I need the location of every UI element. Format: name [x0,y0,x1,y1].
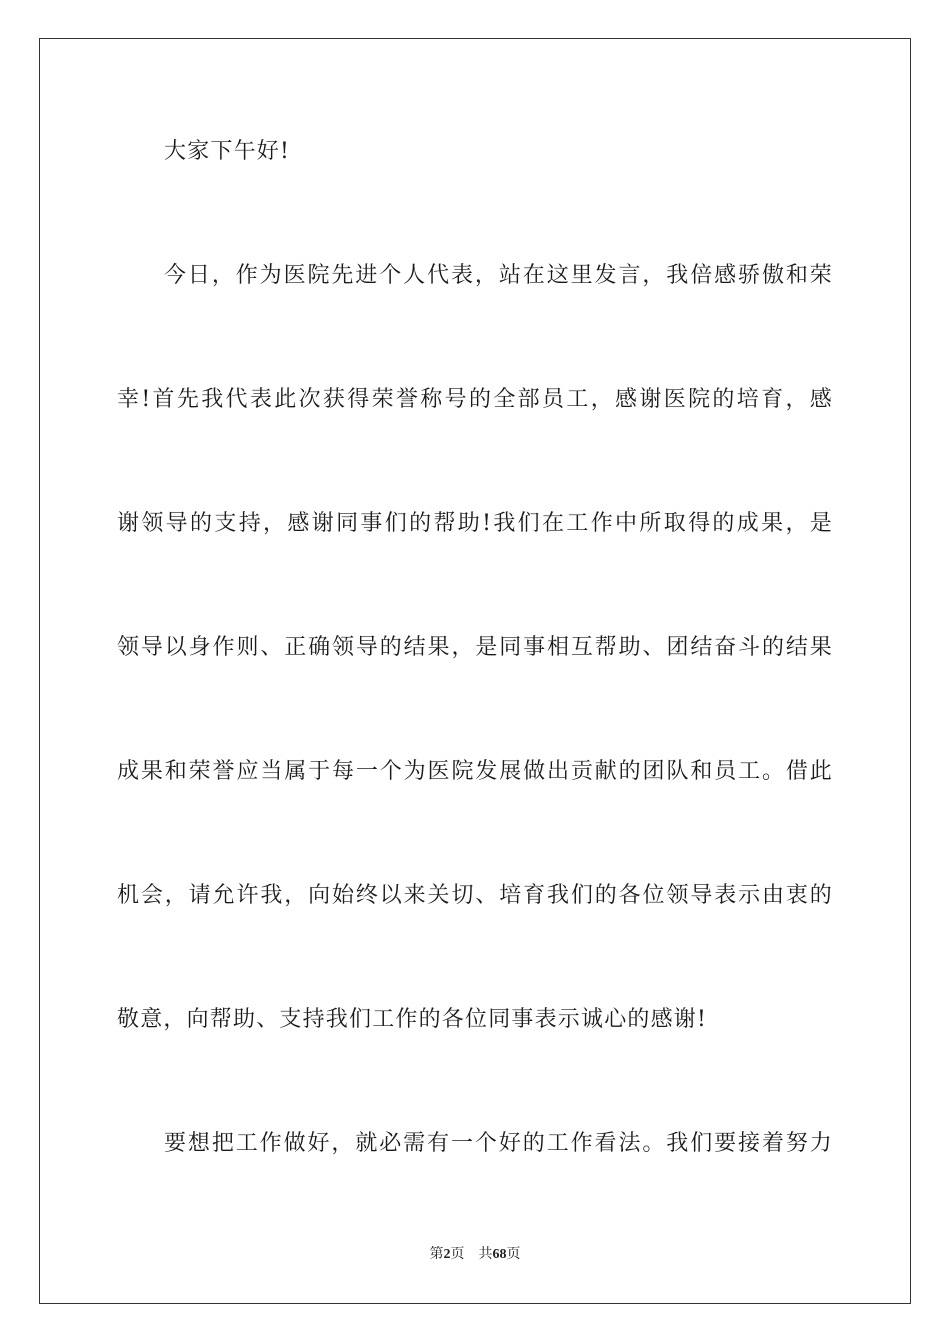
total-pages: 68 [492,1247,507,1262]
text-line-greeting: 大家下午好! [164,139,291,164]
page-number: 2 [443,1247,451,1262]
page-suffix: 页 [450,1247,465,1262]
text-line: 领导以身作则、正确领导的结果，是同事相互帮助、团结奋斗的结果 [117,635,833,660]
total-prefix: 共 [478,1247,493,1262]
page-prefix: 第 [429,1247,444,1262]
text-line: 机会，请允许我，向始终以来关切、培育我们的各位领导表示由衷的 [117,883,833,908]
text-line-paragraph-1-end: 敬意，向帮助、支持我们工作的各位同事表示诚心的感谢! [117,1007,708,1032]
text-line: 幸!首先我代表此次获得荣誉称号的全部员工，感谢医院的培育，感 [117,387,833,412]
text-line-paragraph-1-start: 今日，作为医院先进个人代表，站在这里发言，我倍感骄傲和荣 [164,263,833,288]
text-line-paragraph-2-start: 要想把工作做好，就必需有一个好的工作看法。我们要接着努力 [164,1131,833,1156]
total-suffix: 页 [506,1247,521,1262]
page-border [39,38,911,1304]
text-line: 谢领导的支持，感谢同事们的帮助!我们在工作中所取得的成果，是 [117,511,833,536]
text-line: 成果和荣誉应当属于每一个为医院发展做出贡献的团队和员工。借此 [117,759,833,784]
page-footer [0,1246,950,1264]
